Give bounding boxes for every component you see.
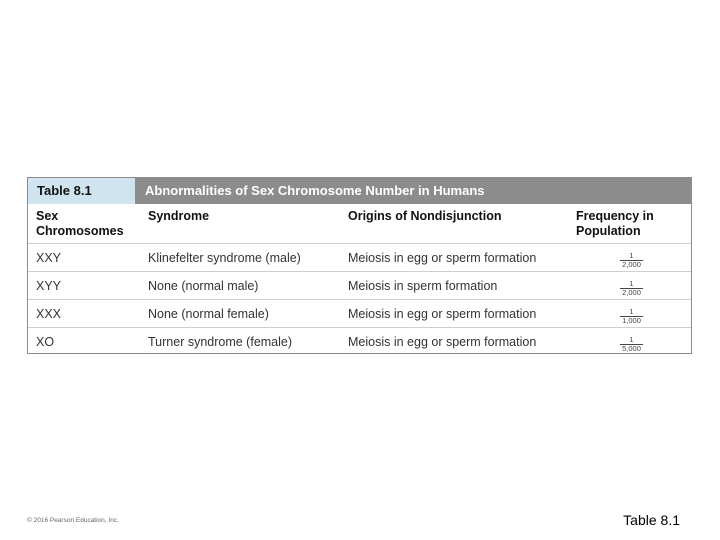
fraction-numerator: 1 bbox=[629, 334, 634, 344]
cell-chromosomes: XXY bbox=[28, 244, 140, 272]
slide-caption: Table 8.1 bbox=[623, 512, 680, 528]
header-frequency: Frequency in Population bbox=[568, 204, 691, 244]
cell-origin: Meiosis in egg or sperm formation bbox=[340, 300, 568, 328]
abnormalities-table bbox=[27, 177, 692, 354]
table-title-bar bbox=[28, 178, 691, 204]
fraction-denominator: 5,000 bbox=[622, 343, 641, 353]
cell-origin: Meiosis in sperm formation bbox=[340, 272, 568, 300]
cell-syndrome: None (normal male) bbox=[140, 272, 340, 300]
fraction-denominator: 2,000 bbox=[622, 259, 641, 269]
cell-origin: Meiosis in egg or sperm formation bbox=[340, 244, 568, 272]
fraction-denominator: 2,000 bbox=[622, 287, 641, 297]
fraction-numerator: 1 bbox=[629, 250, 634, 260]
frequency-fraction bbox=[620, 308, 643, 325]
table-title: Abnormalities of Sex Chromosome Number in Humans bbox=[145, 183, 485, 198]
frequency-fraction bbox=[620, 336, 643, 353]
fraction-numerator: 1 bbox=[629, 278, 634, 288]
fraction-denominator: 1,000 bbox=[622, 315, 641, 325]
cell-chromosomes: XO bbox=[36, 334, 55, 349]
table-tab-label: Table 8.1 bbox=[28, 178, 135, 204]
header-syndrome: Syndrome bbox=[140, 204, 340, 244]
table-row bbox=[28, 328, 691, 356]
cell-chromosomes: XXX bbox=[28, 300, 140, 328]
cell-frequency bbox=[568, 328, 691, 356]
table-row bbox=[28, 272, 691, 300]
cell-frequency bbox=[568, 244, 691, 272]
table-header-row bbox=[28, 204, 691, 244]
cell-syndrome: Klinefelter syndrome (male) bbox=[140, 244, 340, 272]
copyright-notice: © 2016 Pearson Education, Inc. bbox=[27, 517, 119, 524]
frequency-fraction bbox=[620, 280, 643, 297]
table-row bbox=[28, 300, 691, 328]
data-table bbox=[28, 204, 691, 355]
cell-syndrome: None (normal female) bbox=[140, 300, 340, 328]
table-row bbox=[28, 244, 691, 272]
frequency-fraction bbox=[620, 252, 643, 269]
cell-chromosomes: XYY bbox=[28, 272, 140, 300]
header-origins: Origins of Nondisjunction bbox=[340, 204, 568, 244]
cell-frequency bbox=[568, 300, 691, 328]
cell-frequency bbox=[568, 272, 691, 300]
cell-syndrome: Turner syndrome (female) bbox=[148, 334, 293, 349]
header-sex-chromosomes: Sex Chromosomes bbox=[28, 204, 140, 244]
fraction-numerator: 1 bbox=[629, 306, 634, 316]
cell-origin: Meiosis in egg or sperm formation bbox=[348, 334, 537, 349]
